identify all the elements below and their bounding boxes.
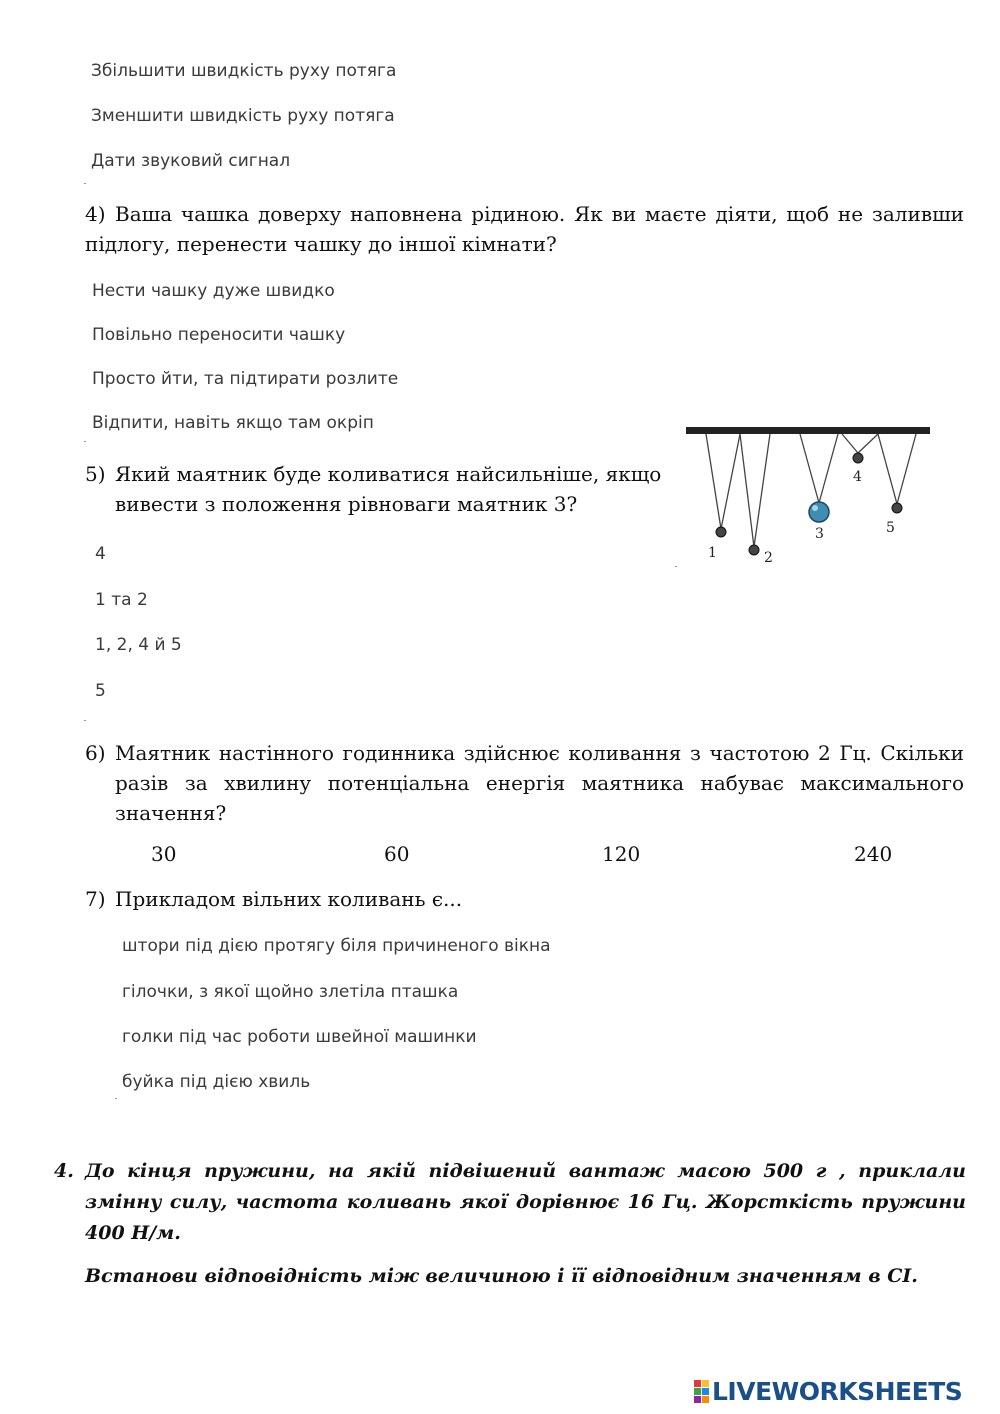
question-6-number: 6) <box>85 741 106 765</box>
q3-option-1[interactable]: Збільшити швидкість руху потяга <box>91 61 397 81</box>
logo-block-icon <box>694 1388 701 1395</box>
q5-option-4[interactable]: 5 <box>95 681 106 701</box>
logo-block-icon <box>702 1396 709 1403</box>
question-5-number: 5) <box>85 462 106 486</box>
pendulum-1-bob <box>716 527 726 537</box>
q7-option-1[interactable]: штори під дією протягу біля причиненого вікна <box>122 936 551 956</box>
pendulum-label-5: 5 <box>886 520 895 536</box>
question-4-text: Ваша чашка доверху наповнена рідиною. Як ви маєте діяти, щоб не заливши підлогу, перенести чашку до іншої кімнати? <box>85 202 964 256</box>
task-4-number: 4. <box>54 1160 74 1182</box>
q6-option-2[interactable]: 60 <box>384 842 410 866</box>
divider-tick <box>115 1098 117 1099</box>
question-6 <box>85 738 964 828</box>
q3-option-3[interactable]: Дати звуковий сигнал <box>91 151 291 171</box>
q7-option-3[interactable]: голки під час роботи швейної машинки <box>122 1027 477 1047</box>
q5-option-1[interactable]: 4 <box>95 544 106 564</box>
q7-option-4[interactable]: буйка під дією хвиль <box>122 1072 311 1092</box>
q4-option-4[interactable]: Відпити, навіть якщо там окріп <box>92 413 374 433</box>
question-7 <box>85 884 964 914</box>
q4-option-1[interactable]: Нести чашку дуже швидко <box>92 281 335 301</box>
pendulum-label-1: 1 <box>708 545 717 561</box>
pendulum-support-bar <box>686 427 930 434</box>
pendulum-label-2: 2 <box>764 550 773 566</box>
pendulum-5-bob <box>892 503 902 513</box>
logo-block-icon <box>702 1388 709 1395</box>
pendulum-2-bob <box>749 545 759 555</box>
question-7-number: 7) <box>85 887 106 911</box>
pendulum-label-4: 4 <box>853 469 862 485</box>
pendulum-figure <box>680 420 940 570</box>
pendulum-4-bob <box>853 453 863 463</box>
liveworksheets-logo-icon <box>694 1380 709 1403</box>
task-4-text: До кінця пружини, на якій підвішений вантаж масою 500 г , приклали змінну силу, частота коливань якої дорівнює 16 Гц. Жорсткість пружини 400 Н/м. <box>85 1160 966 1244</box>
q4-option-3[interactable]: Просто йти, та підтирати розлите <box>92 369 399 389</box>
question-5-text: Який маятник буде коливатися найсильніше, якщо вивести з положення рівноваги маятник 3? <box>115 462 662 516</box>
liveworksheets-logo <box>694 1376 962 1406</box>
divider-tick <box>675 566 677 567</box>
divider-tick <box>84 441 86 442</box>
q6-option-3[interactable]: 120 <box>602 842 641 866</box>
q5-option-2[interactable]: 1 та 2 <box>95 590 148 610</box>
question-4-number: 4) <box>85 202 106 226</box>
pendulum-label-3: 3 <box>815 526 824 542</box>
question-4 <box>85 199 964 259</box>
question-6-text: Маятник настінного годинника здійснює коливання з частотою 2 Гц. Скільки разів за хвилину потенціальна енергія маятника набуває максимального значення? <box>115 741 964 825</box>
q4-option-2[interactable]: Повільно переносити чашку <box>92 325 346 345</box>
liveworksheets-logo-text: LIVEWORKSHEETS <box>712 1376 963 1406</box>
q3-option-2[interactable]: Зменшити швидкість руху потяга <box>91 106 395 126</box>
logo-block-icon <box>694 1396 701 1403</box>
task-4-instruction: Встанови відповідність між величиною і її відповідним значенням в СІ. <box>85 1265 918 1287</box>
pendulum-3-bob <box>809 502 829 522</box>
q7-option-2[interactable]: гілочки, з якої щойно злетіла пташка <box>122 982 459 1002</box>
question-5 <box>85 459 665 519</box>
q6-option-1[interactable]: 30 <box>151 842 177 866</box>
logo-block-icon <box>702 1380 709 1387</box>
divider-tick <box>84 720 86 721</box>
task-4 <box>54 1156 966 1292</box>
divider-tick <box>84 183 86 184</box>
question-7-text: Прикладом вільних коливань є... <box>115 887 463 911</box>
q6-option-4[interactable]: 240 <box>854 842 893 866</box>
q5-option-3[interactable]: 1, 2, 4 й 5 <box>95 635 182 655</box>
logo-block-icon <box>694 1380 701 1387</box>
